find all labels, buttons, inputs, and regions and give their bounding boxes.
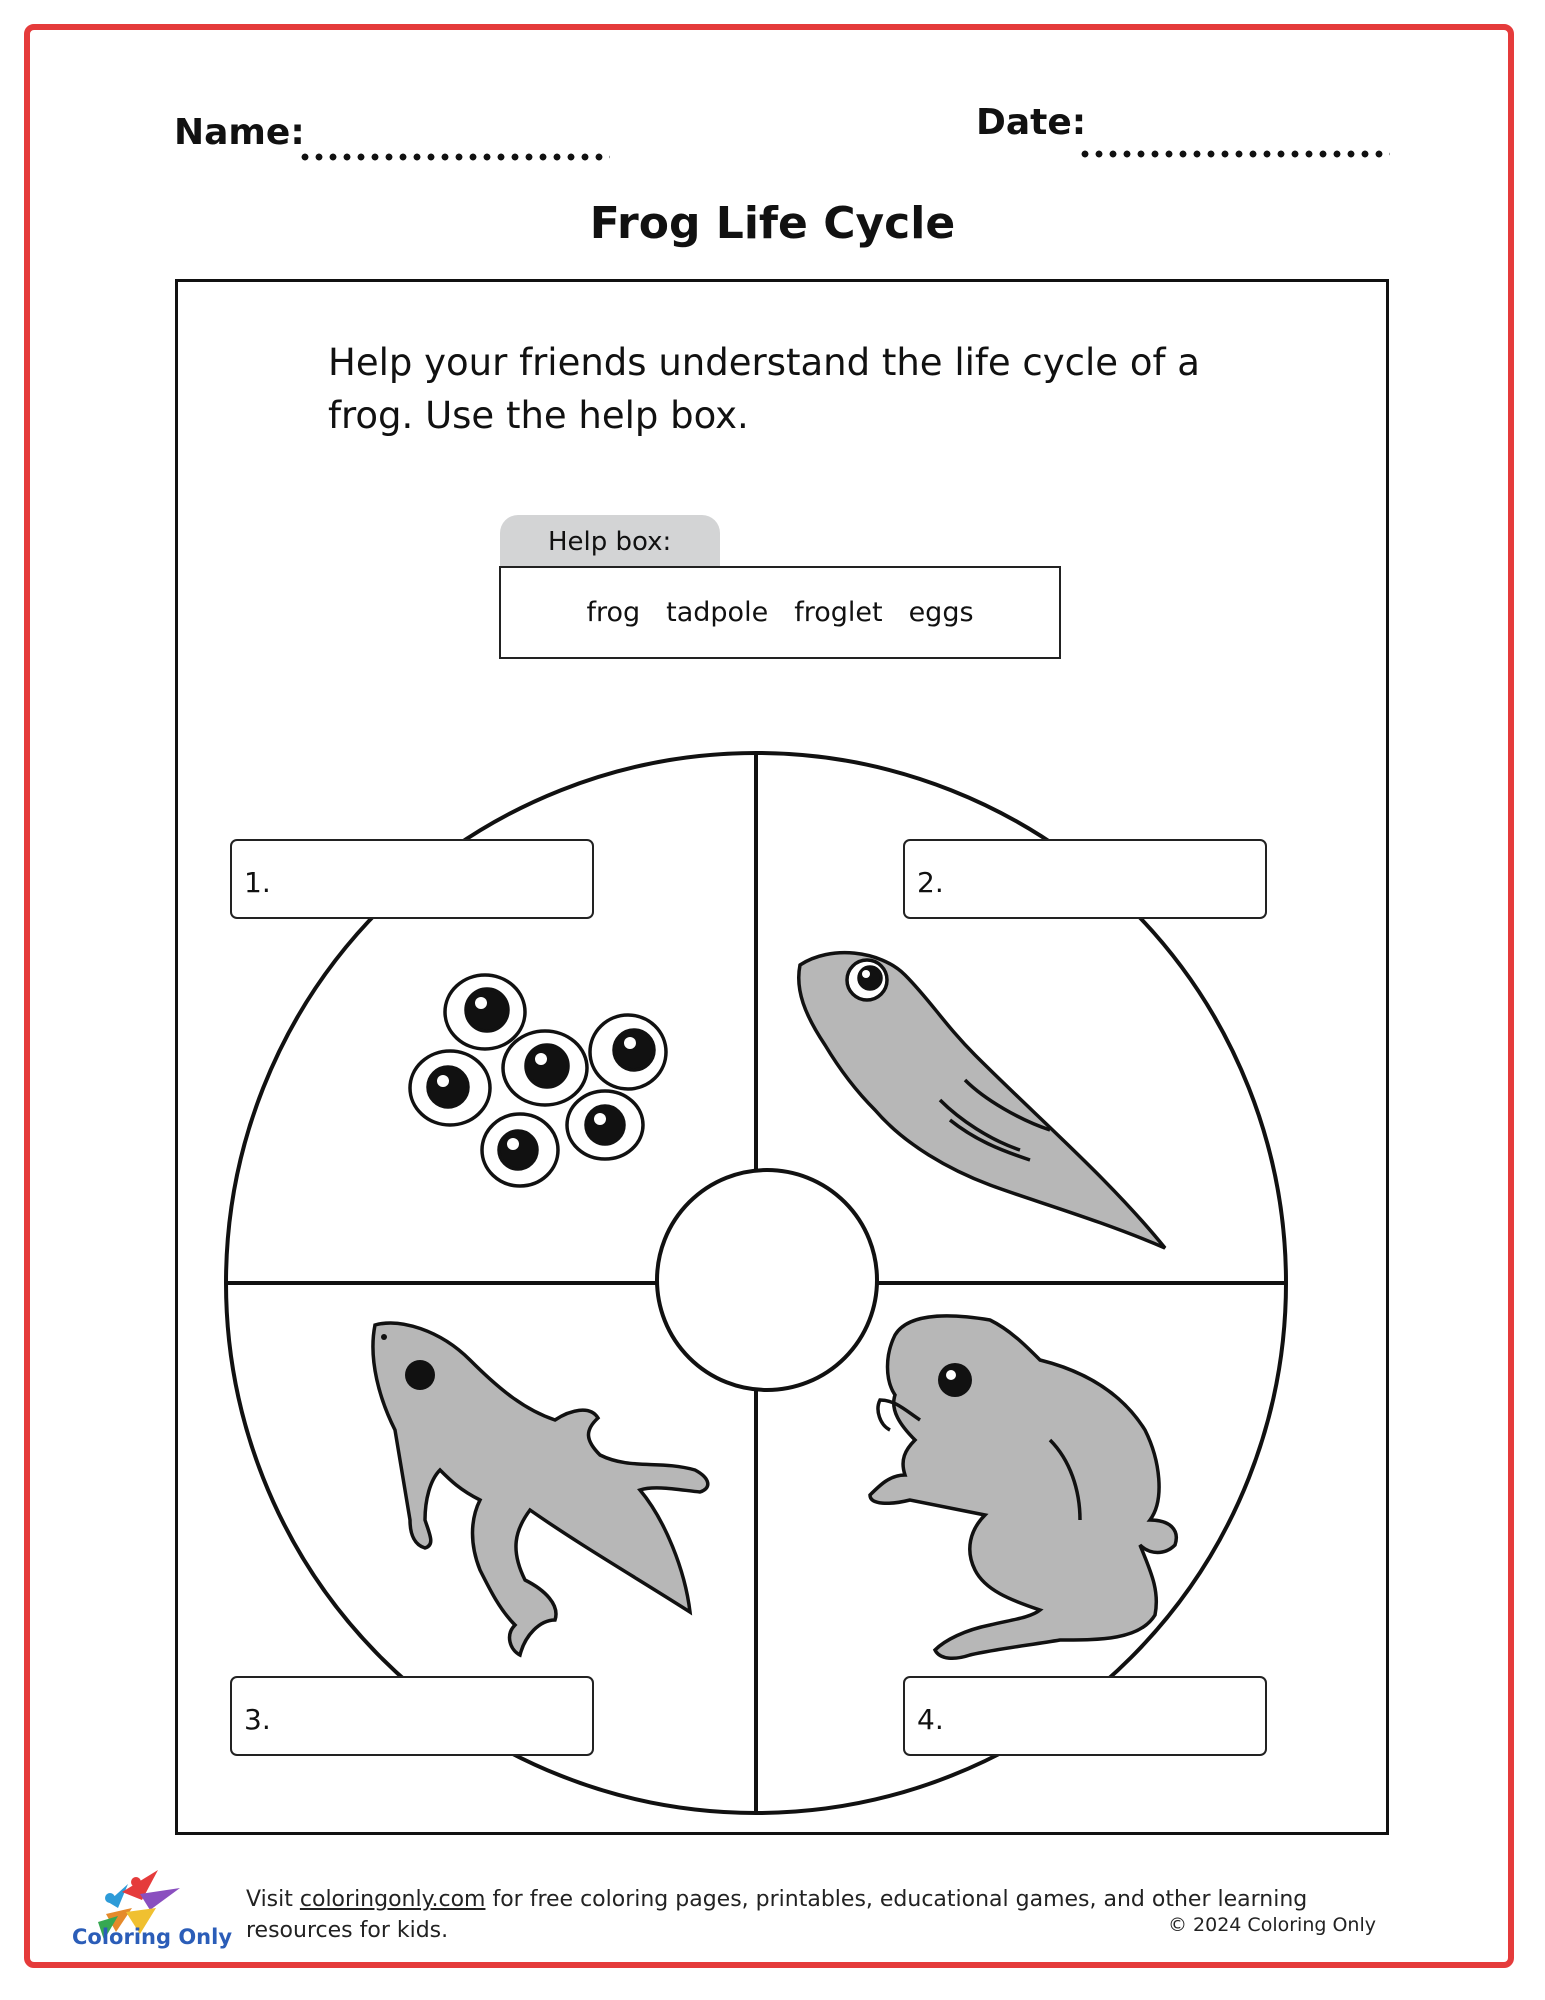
worksheet-title: Frog Life Cycle (589, 198, 956, 249)
footer-rest: for free coloring pages, printables, educational games, and other learning resources for kids. (246, 1887, 1308, 1943)
froglet-illustration (373, 1323, 708, 1655)
help-word-froglet: froglet (794, 597, 883, 628)
help-box-tab: Help box: (500, 515, 720, 567)
date-label: Date: (976, 102, 1087, 143)
adult-frog-illustration (870, 1316, 1176, 1658)
instructions: Help your friends understand the life cycle of a frog. Use the help box. (328, 341, 1200, 437)
wheel-center (657, 1170, 877, 1390)
footer-link[interactable]: coloringonly.com (299, 1887, 486, 1912)
frog-eggs-illustration (410, 975, 666, 1186)
help-word-frog: frog (586, 597, 641, 628)
footer-visit: Visit (246, 1887, 293, 1912)
answer-box-1[interactable]: 1. (230, 839, 594, 919)
name-label: Name: (174, 112, 305, 153)
answer-box-3[interactable]: 3. (230, 1676, 594, 1756)
tadpole-illustration (799, 953, 1165, 1248)
copyright: © 2024 Coloring Only (1168, 1914, 1376, 1936)
help-word-eggs: eggs (908, 597, 974, 628)
help-word-tadpole: tadpole (666, 597, 769, 628)
answer-box-4[interactable]: 4. (903, 1676, 1267, 1756)
answer-box-2[interactable]: 2. (903, 839, 1267, 919)
logo-text: Coloring Only (72, 1925, 233, 1949)
